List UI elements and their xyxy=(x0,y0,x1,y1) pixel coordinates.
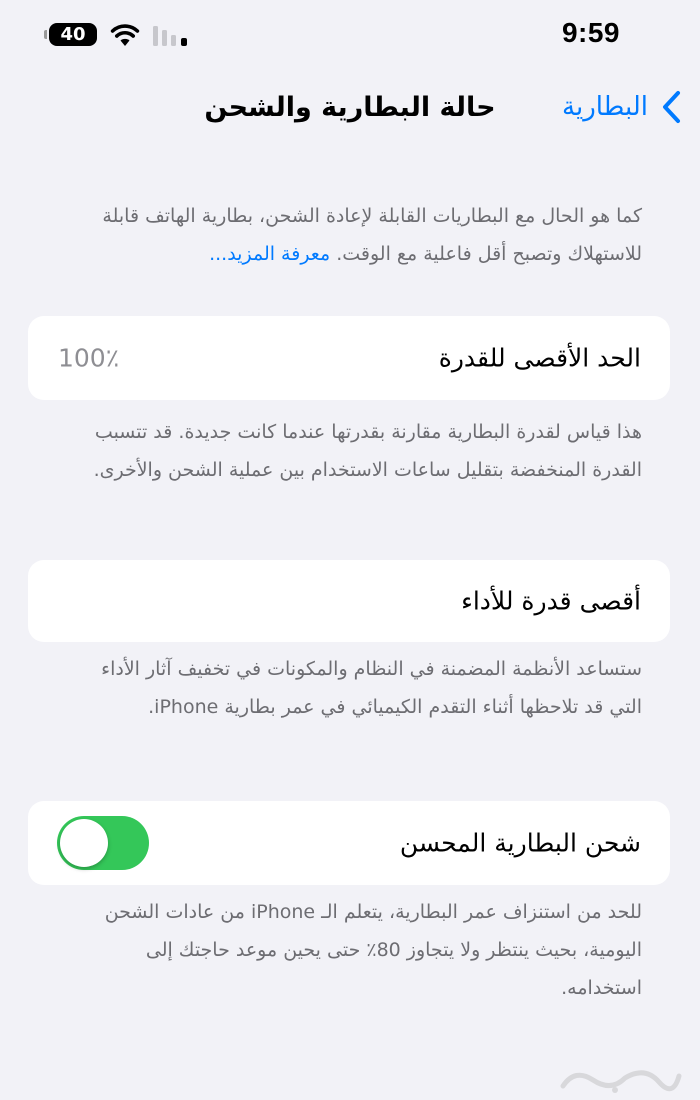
optimized-charging-toggle[interactable] xyxy=(57,816,149,870)
peak-performance-row[interactable] xyxy=(28,560,670,642)
max-capacity-label: الحد الأقصى للقدرة xyxy=(438,343,641,373)
peak-performance-label: أقصى قدرة للأداء xyxy=(461,586,641,616)
watermark-logo xyxy=(555,1060,685,1096)
signal-icon xyxy=(152,24,190,46)
toggle-knob xyxy=(60,819,108,867)
status-time: 9:59 xyxy=(561,17,620,48)
battery-icon xyxy=(49,23,97,46)
page-title: حالة البطارية والشحن xyxy=(204,92,496,123)
navigation-bar xyxy=(0,80,700,140)
intro-text: كما هو الحال مع البطاريات القابلة لإعادة الشحن، بطارية الهاتف قابلة للاستهلاك وتصبح أقل فاعلية مع الوقت. xyxy=(102,205,642,265)
optimized-charging-row xyxy=(28,801,670,885)
back-button-label: البطارية xyxy=(562,92,648,122)
intro-description xyxy=(70,197,642,273)
optimized-charging-footer: للحد من استنزاف عمر البطارية، يتعلم الـ iPhone من عادات الشحن اليومية، بحيث ينتظر ولا يتجاوز 80٪ حتى يحين موعد حاجتك إلى استخدامه. xyxy=(104,901,642,999)
max-capacity-row xyxy=(28,316,670,400)
chevron-left-icon xyxy=(660,90,682,124)
max-capacity-value: 100٪ xyxy=(58,343,120,373)
status-bar xyxy=(0,0,700,70)
peak-performance-footer: ستساعد الأنظمة المضمنة في النظام والمكونات في تخفيف آثار الأداء التي قد تلاحظها أثناء التقدم الكيميائي في عمر بطارية iPhone. xyxy=(101,658,642,718)
back-button[interactable] xyxy=(562,90,682,124)
battery-level: 40 xyxy=(60,24,86,45)
learn-more-link[interactable]: معرفة المزيد... xyxy=(209,243,331,265)
max-capacity-footer: هذا قياس لقدرة البطارية مقارنة بقدرتها عندما كانت جديدة. قد تتسبب القدرة المنخفضة بتقليل ساعات الاستخدام بين عملية الشحن والأخرى. xyxy=(93,421,642,481)
wifi-icon xyxy=(110,22,140,48)
optimized-charging-label: شحن البطارية المحسن xyxy=(399,828,641,858)
